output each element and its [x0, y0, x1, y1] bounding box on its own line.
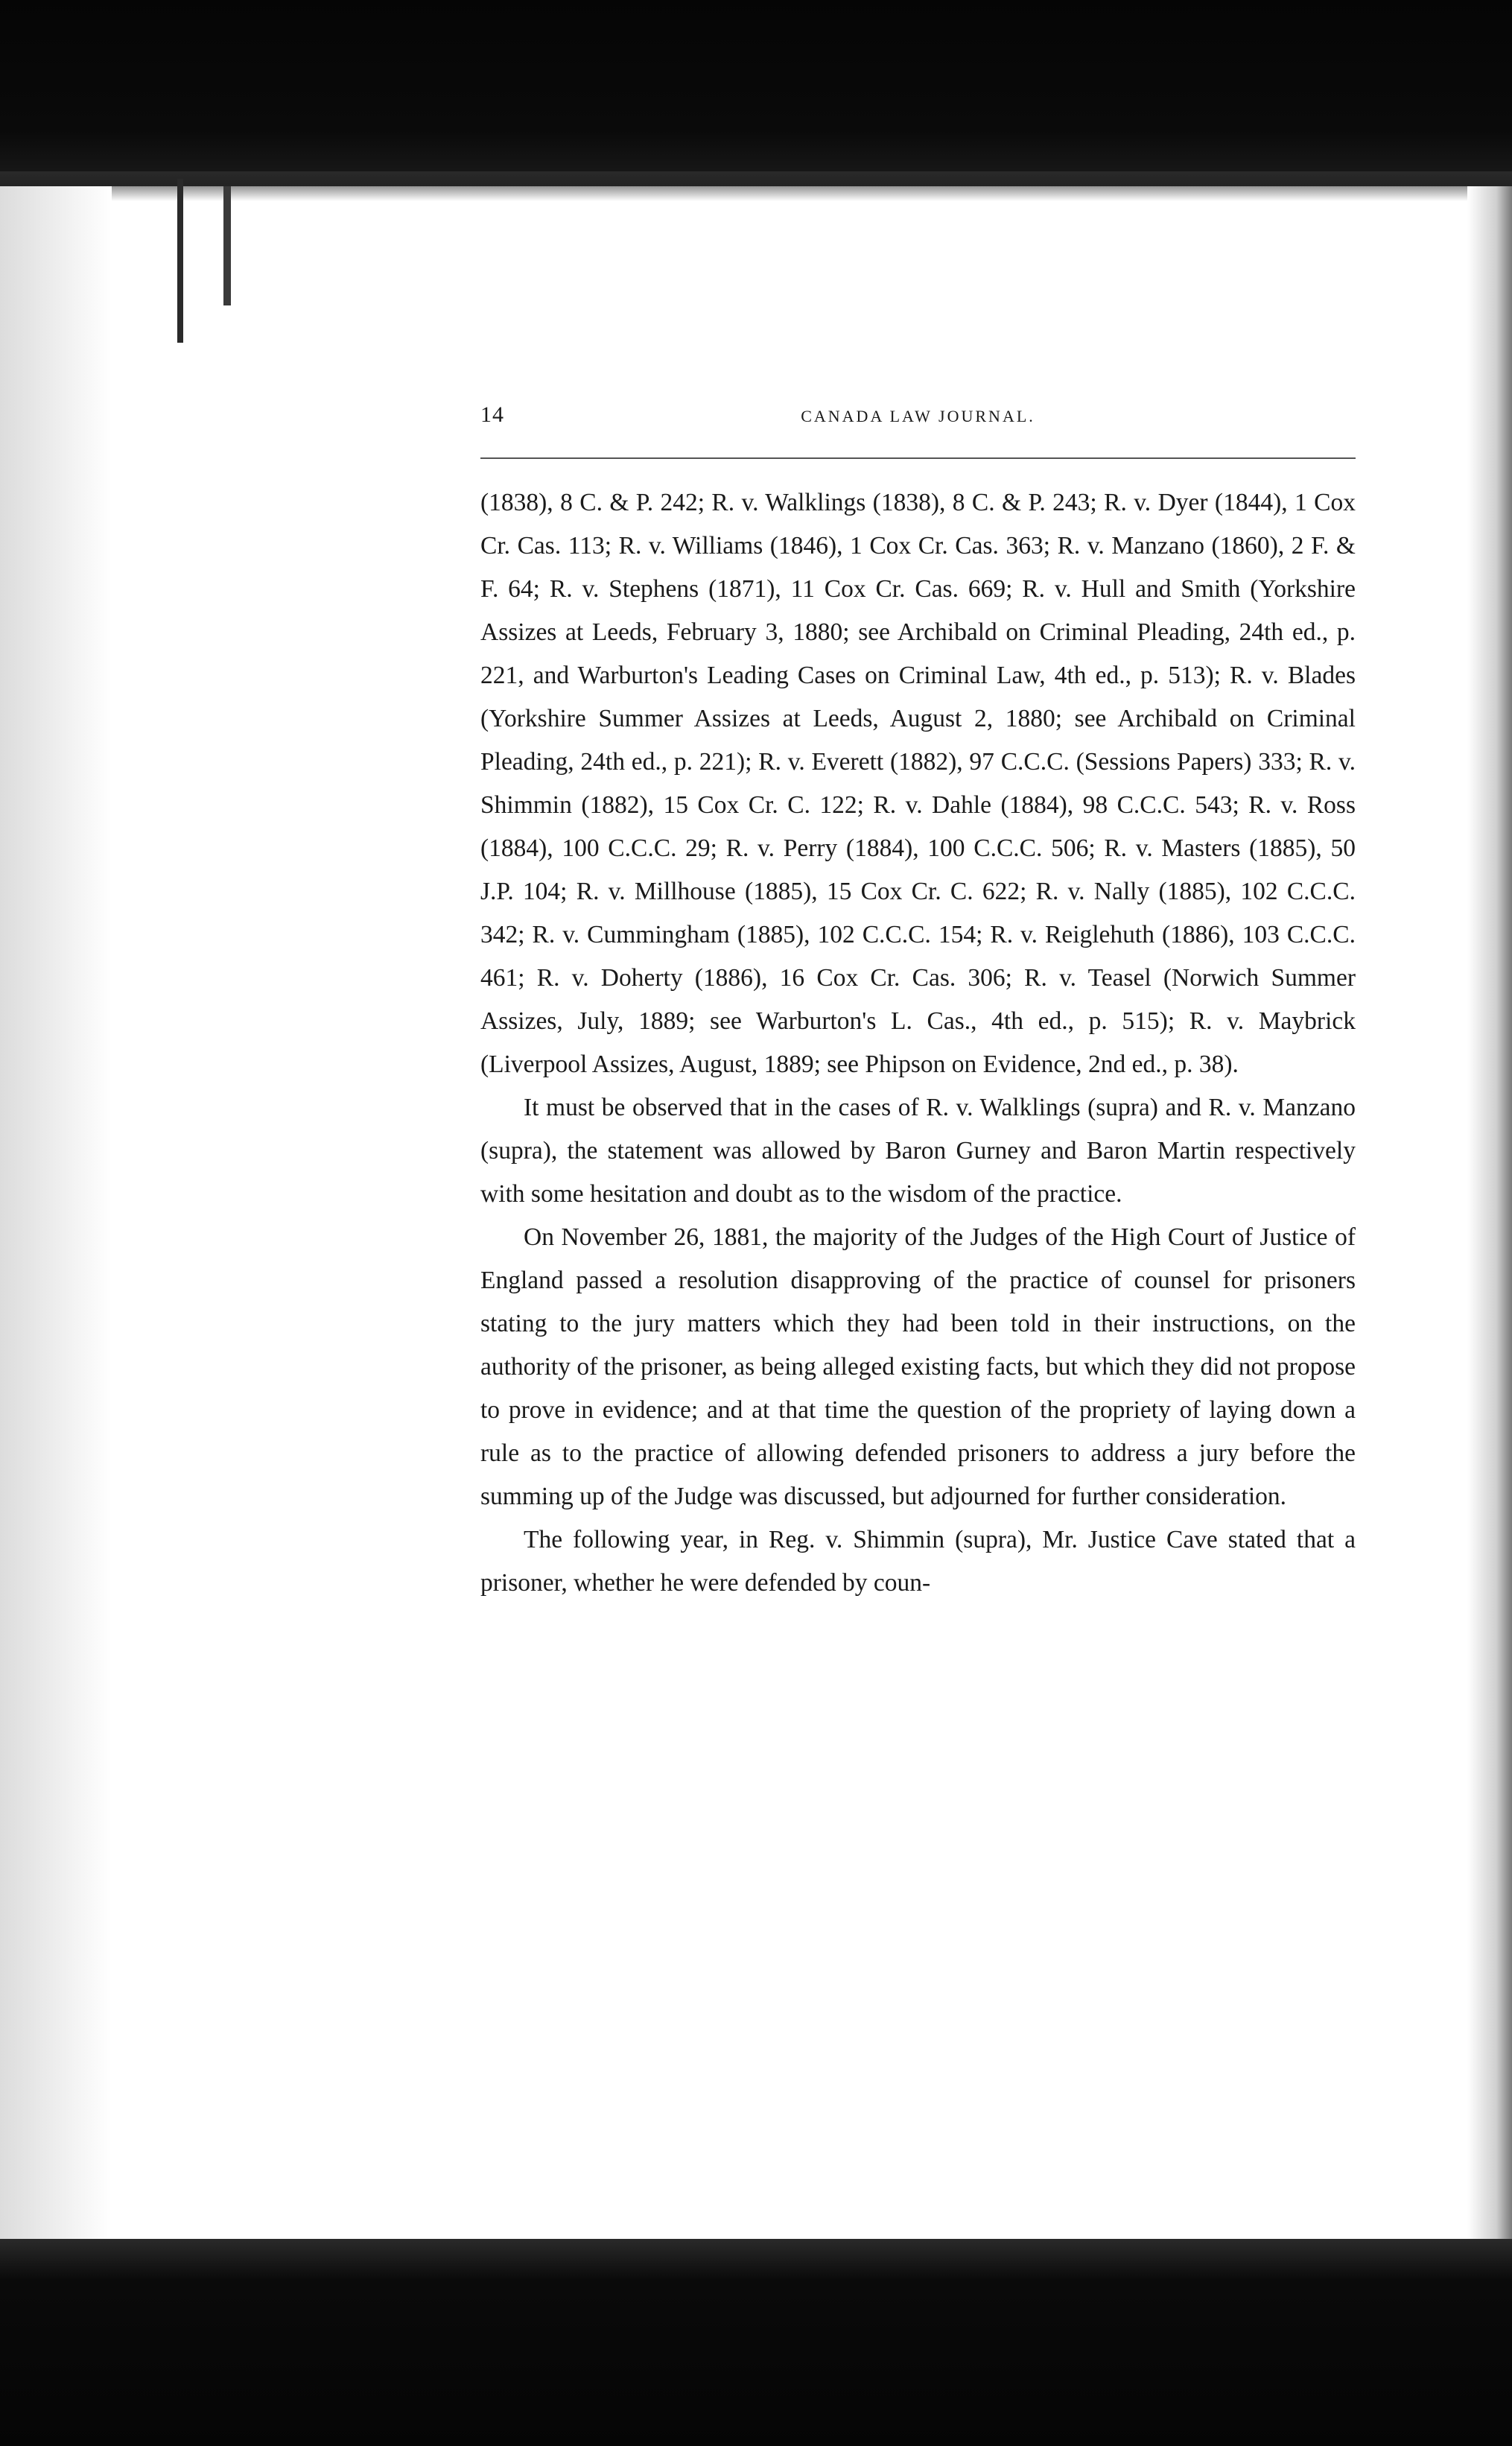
page-header [480, 402, 1356, 447]
paragraph-november: On November 26, 1881, the majority of the Judges of the High Court of Justice of England passed a resolution disapproving of the practice of counsel for prisoners stating to the jury matters which they had been told in their instructions, on the authority of the prisoner, as being alleged existing facts, but which they did not propose to prove in evidence; and at that time the question of the propriety of laying down a rule as to the practice of allowing defended prisoners to address a jury before the summing up of the Judge was discussed, but adjourned for further consideration. [480, 1223, 1356, 1510]
page-number: 14 [480, 402, 504, 427]
paragraph-following: The following year, in Reg. v. Shimmin (supra), Mr. Justice Cave stated that a prisoner, whether he were defended by coun- [480, 1526, 1356, 1597]
paragraph-citations: (1838), 8 C. & P. 242; R. v. Walklings (1838), 8 C. & P. 243; R. v. Dyer (1844), 1 Cox Cr. Cas. 113; R. v. Williams (1846), 1 Cox Cr. Cas. 363; R. v. Manzano (1860), 2 F. & F. 64; R. v. Stephens (1871), 11 Cox Cr. Cas. 669; R. v. Hull and Smith (Yorkshire Assizes at Leeds, February 3, 1880; see Archibald on Criminal Pleading, 24th ed., p. 221, and Warburton's Leading Cases on Criminal Law, 4th ed., p. 513); R. v. Blades (Yorkshire Summer Assizes at Leeds, August 2, 1880; see Archibald on Criminal Pleading, 24th ed., p. 221); R. v. Everett (1882), 97 C.C.C. (Sessions Papers) 333; R. v. Shimmin (1882), 15 Cox Cr. C. 122; R. v. Dahle (1884), 98 C.C.C. 543; R. v. Ross (1884), 100 C.C.C. 29; R. v. Perry (1884), 100 C.C.C. 506; R. v. Masters (1885), 50 J.P. 104; R. v. Millhouse (1885), 15 Cox Cr. C. 622; R. v. Nally (1885), 102 C.C.C. 342; R. v. Cummingham (1885), 102 C.C.C. 154; R. v. Reiglehuth (1886), 103 C.C.C. 461; R. v. Doherty (1886), 16 Cox Cr. Cas. 306; R. v. Teasel (Norwich Summer Assizes, July, 1889; see Warburton's L. Cas., 4th ed., p. 515); R. v. Maybrick (Liverpool Assizes, August, 1889; see Phipson on Evidence, 2nd ed., p. 38). [480, 489, 1356, 1078]
document-page [480, 402, 1356, 1605]
scan-border-top [0, 0, 1512, 186]
paragraph-observed: It must be observed that in the cases of R. v. Walklings (supra) and R. v. Manzano (supra), the statement was allowed by Baron Gurney and Baron Martin respectively with some hesitation and doubt as to the wisdom of the practice. [480, 1094, 1356, 1208]
binding-mark [177, 179, 183, 343]
running-head: CANADA LAW JOURNAL. [801, 407, 1035, 425]
scan-border-bottom [0, 2239, 1512, 2446]
header-rule [480, 457, 1356, 459]
body-text [480, 481, 1356, 1605]
binding-mark [223, 186, 231, 305]
scan-border-right [1467, 186, 1512, 2243]
scan-border-left [0, 186, 112, 2243]
